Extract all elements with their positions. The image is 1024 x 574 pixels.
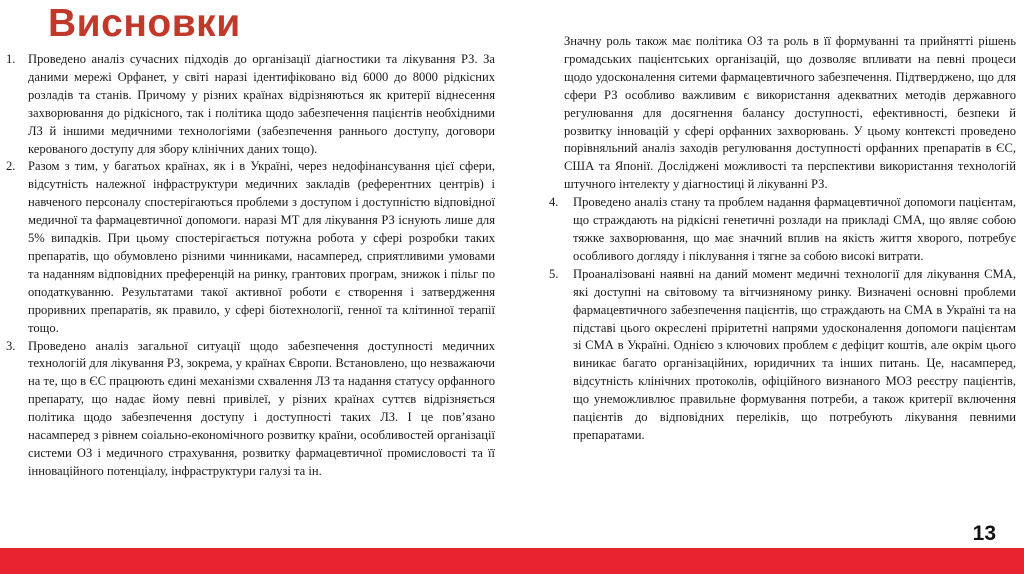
item-text: Проведено аналіз стану та проблем надання фармацевтичної допомоги пацієнтам, що страждають на рідкісні генетичні розлади на прикладі СМА, що являє собою тяжке захворювання, що має значний вплив на якість життя хворого, потребує особливого догляду і піклування і тягне за собою високі витрати.: [573, 195, 1016, 263]
list-item-5: [549, 266, 1016, 445]
list-item-3: [6, 338, 495, 481]
item-number: 1.: [6, 52, 16, 66]
continuation-paragraph: Значну роль також має політика ОЗ та роль в її формуванні та прийнятті рішень громадських пацієнтських організацій, що дозволяє впливати на певні процеси щодо удосконалення ситеми фармацевтичного забезпечення. Підтверджено, що для сфери РЗ особливо важливим є використання адекватних методів державного регулювання для досягнення балансу доступності, ефективності, безпеки й розвитку інновацій у сфері орфанних захворювань. У цьому контексті проведено порівняльний аналіз заходів регулювання доступності орфанних препаратів в ЄС, США та Японії. Досліджені можливості та перспективи використання технологій штучного інтелекту у діагностиці й лікуванні РЗ.: [564, 34, 1016, 192]
item-text: Разом з тим, у багатьох країнах, як і в Україні, через недофінансування цієї сфери, відсутність належної інфраструктури медичних закладів (референтних центрів) і навченого персоналу спостерігаються проблеми з доступом і доступністю відповідної медичної та фармацевтичної допомоги. наразі МТ для лікування РЗ існують лише для 5% випадків. При цьому спостерігається потужна робота у сфері розробки таких препаратів, що обумовлено різними чинниками, насамперед, сприятливими умовами та наданням відповідних преференцій на ринку, грантових програм, знижок і пільг по оподаткуванню. Результатами такої активної роботи є створення і затвердження проривних препаратів, як правило, у сфері біотехнології, генної та клітинної терапії тощо.: [28, 159, 495, 335]
slide-title: Висновки: [48, 2, 241, 45]
item-text: Проведено аналіз сучасних підходів до організації діагностики та лікування РЗ. За даними мережі Орфанет, у світі наразі ідентифіковано від 6000 до 8000 рідкісних розладів та станів. Причому у різних країнах відрізняються як критерії віднесення захворювання до рідкісного, так і політика щодо забезпечення пацієнтів необхідними ЛЗ й іншими медичними технологіями (забезпечення раннього доступу, договори керованого доступу для збору клінічних даних тощо).: [28, 52, 495, 156]
left-column: [6, 51, 495, 481]
item-number: 2.: [6, 159, 16, 174]
item-text: Проведено аналіз загальної ситуації щодо забезпечення доступності медичних технологій для лікування РЗ, зокрема, у країнах Європи. Встановлено, що незважаючи на те, що в ЄС працюють єдині механізми схвалення ЛЗ та надання статусу орфанного препарату, що надає йому певні привілеї, у різних країнах суттєв відрізняється політика щодо забезпечення доступу і доступності таких ЛЗ. І це пов’язано насамперед з рівнем соіально-економічного розвитку країни, особливостей організації системи ОЗ і медичного страхування, розвитку фармацевтичної промисловості та її інноваційного потенціалу, інфраструктури галузі та ін.: [28, 338, 495, 478]
footer-bar: [0, 548, 1024, 574]
item-text: Проаналізовані наявні на даний момент медичні технології для лікування СМА, які доступні на світовому та вітчизняному ринку. Визначені основні проблеми фармацевтичного забезпечення пацієнтів, що страждають на СМА в Україні та на підставі цього окреслені пріритетні напрями удосконалення допомоги пацієнтам зі СМА в Україні. Однією з ключових проблем є дефіцит коштів, але окрім цього виникає багато організаційних, юридичних та інших питань. Це, насамперед, відсутність клінічних протоколів, офіційного визнаного МОЗ реєстру пацієнтів, що унеможливлює правильне формування потреби, а також критерії включення пацієнтів до відповідних переліків, що потребують лікування певними препаратами.: [573, 266, 1016, 442]
right-column: [549, 33, 1016, 445]
page-number: 13: [972, 522, 996, 545]
item-number: 4.: [549, 195, 559, 210]
list-item-1: [6, 51, 495, 158]
item-number: 5.: [549, 266, 559, 281]
list-item-2: [6, 158, 495, 337]
list-item-4: [549, 194, 1016, 266]
item-number: 3.: [6, 338, 16, 353]
